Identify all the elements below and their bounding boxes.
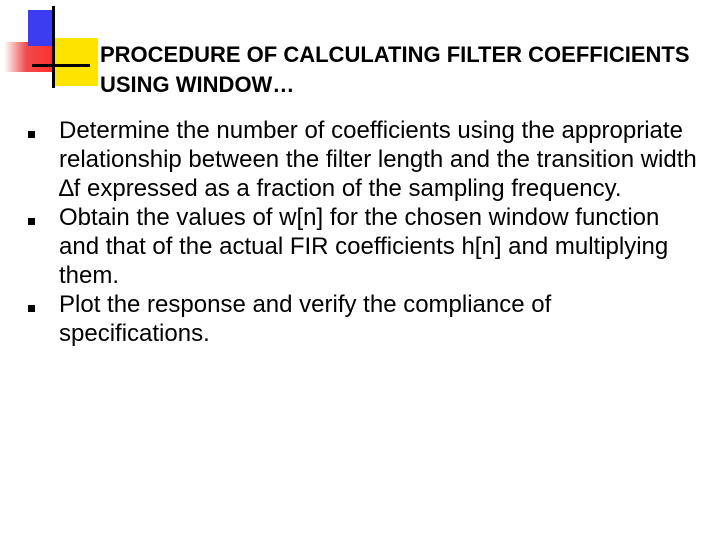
decorative-blue-square: [28, 10, 52, 46]
square-bullet-icon: [28, 131, 35, 138]
square-bullet-icon: [28, 218, 35, 225]
bullet-text: Obtain the values of w[n] for the chosen window function and that of the actual FIR coefficients h[n] and multiplying them.: [59, 204, 669, 289]
bullet-item: [20, 116, 700, 203]
decorative-yellow-square: [52, 38, 98, 86]
decorative-vertical-line: [52, 6, 55, 88]
bullet-item: [20, 203, 700, 290]
slide-title: PROCEDURE OF CALCULATING FILTER COEFFICIENTS USING WINDOW…: [100, 42, 690, 97]
bullet-list: [20, 116, 700, 348]
bullet-text: Plot the response and verify the compliance of specifications.: [59, 291, 552, 347]
decorative-horizontal-line: [32, 64, 90, 67]
square-bullet-icon: [28, 305, 35, 312]
decorative-red-square: [4, 42, 54, 72]
bullet-text: Determine the number of coefficients using the appropriate relationship between the filter length and the transition width ∆f expressed as a fraction of the sampling frequency.: [59, 117, 697, 202]
bullet-item: [20, 290, 700, 348]
